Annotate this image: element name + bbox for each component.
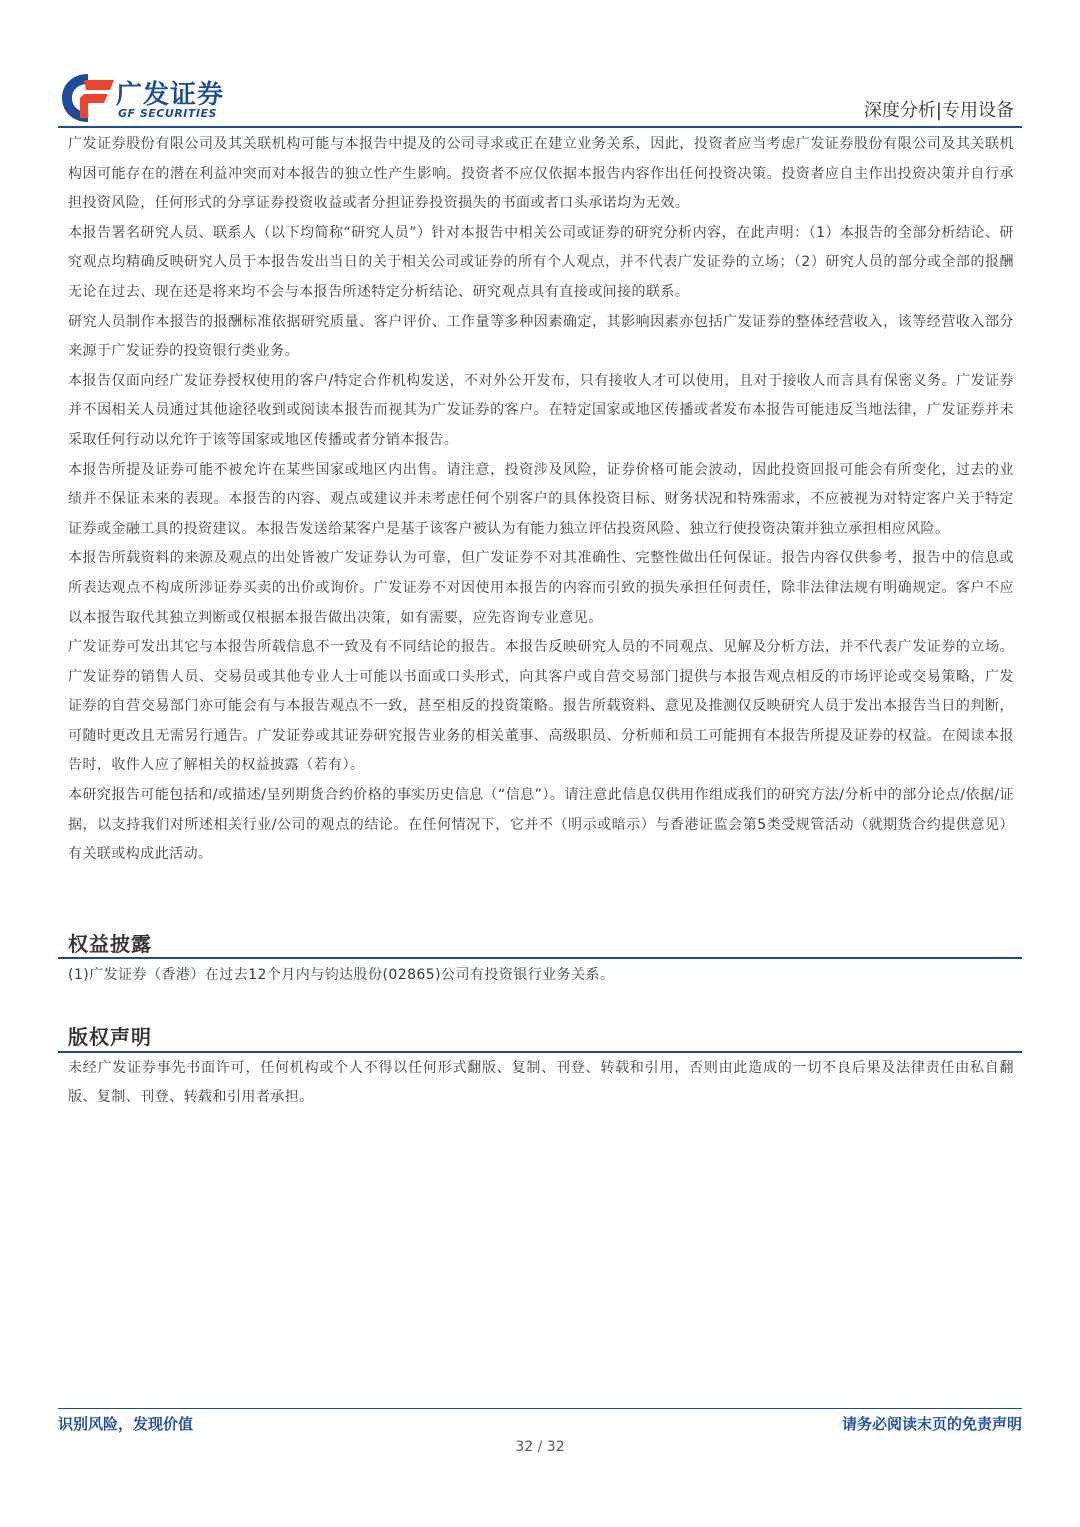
equity-disclosure-text: (1)广发证券（香港）在过去12个月内与钧达股份(02865)公司有投资银行业务关系。 [68, 967, 615, 983]
footer-divider [58, 1408, 1022, 1409]
disclaimer-paragraph: 本报告署名研究人员、联系人（以下均简称“研究人员”）针对本报告中相关公司或证券的研究分析内容，在此声明：（1）本报告的全部分析结论、研究观点均精确反映研究人员于本报告发出当日的关于相关公司或证券的所有个人观点，并不代表广发证券的立场；（2）研究人员的部分或全部的报酬无论在过去、现在还是将来均不会与本报告所述特定分析结论、研究观点具有直接或间接的联系。 [68, 224, 1014, 300]
copyright-title: 版权声明 [68, 1025, 152, 1049]
equity-disclosure-divider [58, 957, 1022, 959]
logo-wordmark: 广发证券 [116, 80, 225, 110]
header-divider [58, 126, 1022, 128]
equity-disclosure-title: 权益披露 [68, 932, 152, 956]
disclaimer-paragraph: 本报告所提及证券可能不被允许在某些国家或地区内出售。请注意，投资涉及风险，证券价格可能会波动，因此投资回报可能会有所变化，过去的业绩并不保证未来的表现。本报告的内容、观点或建议并未考虑任何个别客户的具体投资目标、财务状况和特殊需求，不应被视为对特定客户关于特定证券或金融工具的投资建议。本报告发送给某客户是基于该客户被认为有能力独立评估投资风险、独立行使投资决策并独立承担相应风险。 [68, 461, 1014, 537]
page-header [58, 70, 1022, 128]
disclaimer-paragraph: 广发证券股份有限公司及其关联机构可能与本报告中提及的公司寻求或正在建立业务关系，因此，投资者应当考虑广发证券股份有限公司及其关联机构因可能存在的潜在利益冲突而对本报告的独立性产生影响。投资者不应仅依据本报告内容作出任何投资决策。投资者应自主作出投资决策并自行承担投资风险，任何形式的分享证券投资收益或者分担证券投资损失的书面或者口头承诺均为无效。 [68, 136, 1014, 212]
copyright-text: 未经广发证券事先书面许可，任何机构或个人不得以任何形式翻版、复制、刊登、转载和引用，否则由此造成的一切不良后果及法律责任由私自翻版、复制、刊登、转载和引用者承担。 [68, 1060, 1014, 1105]
disclaimer-paragraph: 本研究报告可能包括和/或描述/呈列期货合约价格的事实历史信息（“信息”）。请注意此信息仅供用作组成我们的研究方法/分析中的部分论点/依据/证据，以支持我们对所述相关行业/公司的观点的结论。在任何情况下，它并不（明示或暗示）与香港证监会第5类受规管活动（就期货合约提供意见）有关联或构成此活动。 [68, 787, 1014, 863]
gf-securities-logo [58, 70, 258, 126]
footer-slogan: 识别风险，发现价值 [58, 1415, 194, 1433]
copyright-divider [58, 1051, 1022, 1053]
logo-subtitle: GF SECURITIES [118, 107, 217, 120]
disclaimer-paragraph: 本报告所载资料的来源及观点的出处皆被广发证券认为可靠，但广发证券不对其准确性、完整性做出任何保证。报告内容仅供参考，报告中的信息或所表达观点不构成所涉证券买卖的出价或询价。广发证券不对因使用本报告的内容而引致的损失承担任何责任，除非法律法规有明确规定。客户不应以本报告取代其独立判断或仅根据本报告做出决策，如有需要，应先咨询专业意见。 [68, 550, 1014, 626]
disclaimer-body [68, 130, 1014, 870]
report-category: 深度分析|专用设备 [863, 100, 1014, 121]
gf-logo-icon [58, 70, 116, 126]
disclaimer-paragraph: 广发证券可发出其它与本报告所载信息不一致及有不同结论的报告。本报告反映研究人员的不同观点、见解及分析方法，并不代表广发证券的立场。广发证券的销售人员、交易员或其他专业人士可能以书面或口头形式，向其客户或自营交易部门提供与本报告观点相反的市场评论或交易策略，广发证券的自营交易部门亦可能会有与本报告观点不一致，甚至相反的投资策略。报告所载资料、意见及推测仅反映研究人员于发出本报告当日的判断，可随时更改且无需另行通告。广发证券或其证券研究报告业务的相关董事、高级职员、分析师和员工可能拥有本报告所提及证券的权益。在阅读本报告时，收件人应了解相关的权益披露（若有）。 [68, 639, 1014, 774]
footer-notice: 请务必阅读末页的免责声明 [841, 1415, 1022, 1433]
disclaimer-paragraph: 研究人员制作本报告的报酬标准依据研究质量、客户评价、工作量等多种因素确定，其影响因素亦包括广发证券的整体经营收入，该等经营收入部分来源于广发证券的投资银行类业务。 [68, 313, 1014, 360]
disclaimer-paragraph: 本报告仅面向经广发证券授权使用的客户/特定合作机构发送，不对外公开发布，只有接收人才可以使用，且对于接收人而言具有保密义务。广发证券并不因相关人员通过其他途径收到或阅读本报告而视其为广发证券的客户。在特定国家或地区传播或者发布本报告可能违反当地法律，广发证券并未采取任何行动以允许于该等国家或地区传播或者分销本报告。 [68, 372, 1014, 448]
page-number: 32 / 32 [515, 1439, 565, 1455]
